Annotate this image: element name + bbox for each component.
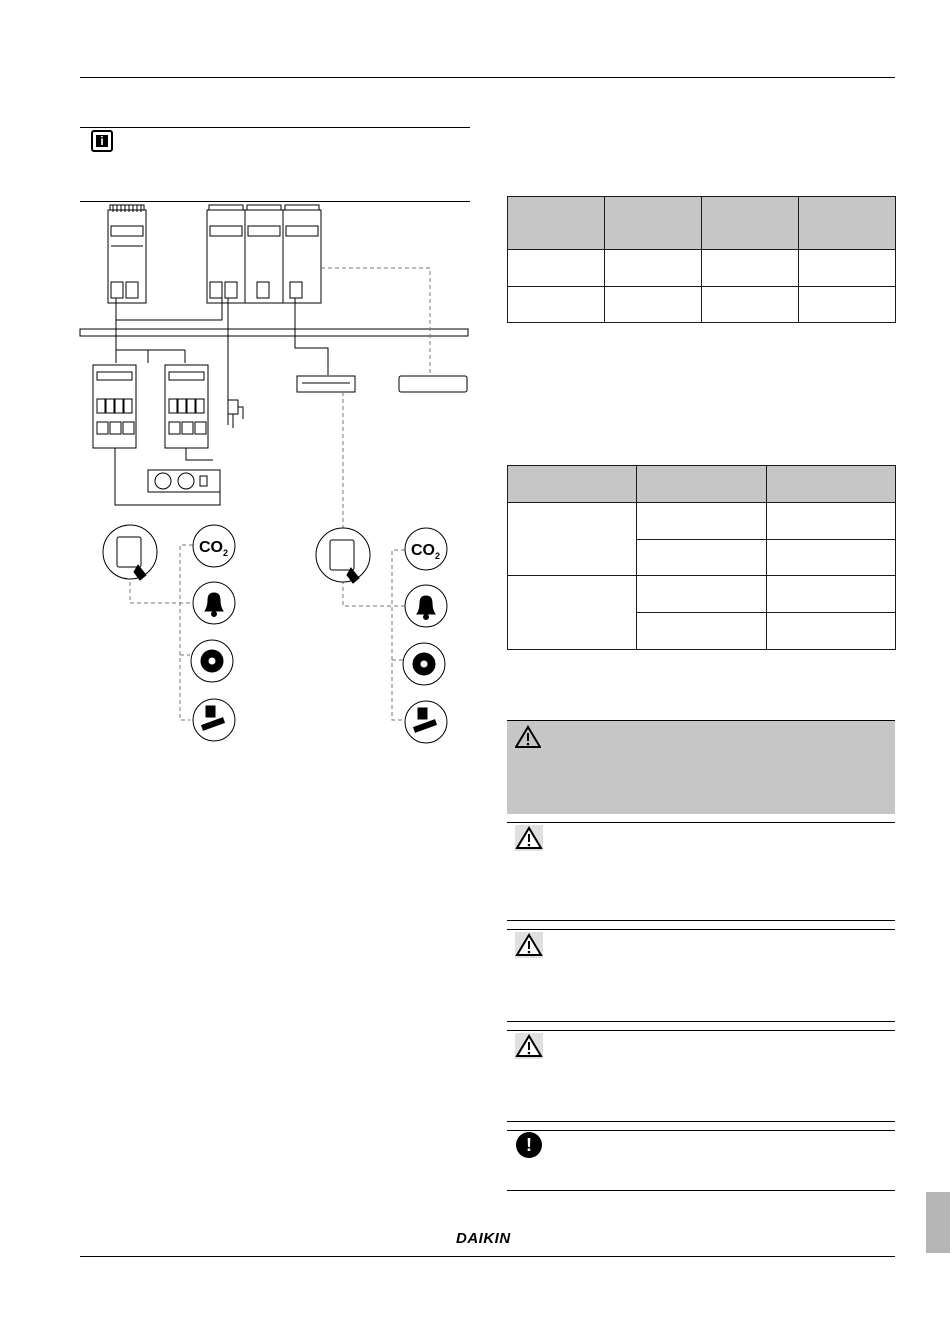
warning-3-bottom [507, 1021, 895, 1022]
warning-icon [515, 725, 541, 749]
co2-sensor-left [193, 525, 235, 567]
wiring-diagram [0, 200, 470, 760]
info-top-rule [80, 127, 470, 128]
bus-bar [80, 329, 468, 336]
co2-label-left: CO [199, 539, 223, 556]
heat-exchanger-box [148, 470, 220, 492]
fan-left [191, 640, 233, 682]
co2-sub-left: 2 [223, 548, 229, 558]
table-row [508, 250, 896, 287]
indoor-unit-1 [297, 376, 355, 392]
warning-2-bottom [507, 920, 895, 921]
fan-right [403, 643, 445, 685]
bs-unit-2 [165, 365, 208, 448]
warning-icon [515, 825, 543, 851]
table-2 [507, 465, 896, 650]
warning-3-top [507, 929, 895, 930]
danger-box [507, 720, 895, 814]
side-tab [926, 1192, 950, 1253]
table-1 [507, 196, 896, 323]
info-icon [91, 130, 113, 152]
table-row [508, 503, 896, 540]
notice-icon: ! [516, 1132, 542, 1158]
table-2-header [508, 466, 896, 503]
warning-4-bottom [507, 1121, 895, 1122]
table-row [508, 287, 896, 323]
brand-logo: DAIKIN [456, 1230, 511, 1247]
co2-sensor-right [405, 528, 447, 570]
co2-sub-right: 2 [435, 551, 441, 561]
controller-right [316, 528, 370, 583]
bs-unit-1 [93, 365, 136, 448]
alarm-bell-left [193, 582, 235, 624]
indoor-unit-2 [399, 376, 467, 392]
notice-bottom [507, 1190, 895, 1191]
warning-4-top [507, 1030, 895, 1031]
header-rule [80, 77, 895, 78]
outdoor-unit-1 [108, 205, 146, 303]
co2-label-right: CO [411, 542, 435, 559]
notice-top [507, 1130, 895, 1131]
info-icon-letter: i [96, 135, 108, 147]
outdoor-unit-group [207, 205, 321, 303]
warning-icon [515, 1033, 543, 1059]
expansion-valve [228, 400, 243, 428]
valve-right [405, 701, 447, 743]
alarm-bell-right [405, 585, 447, 627]
valve-left [193, 699, 235, 741]
controller-left [103, 525, 157, 580]
table-row [508, 576, 896, 613]
warning-2-top [507, 822, 895, 823]
warning-icon [515, 932, 543, 958]
footer-rule [80, 1256, 895, 1257]
table-1-header [508, 197, 896, 250]
